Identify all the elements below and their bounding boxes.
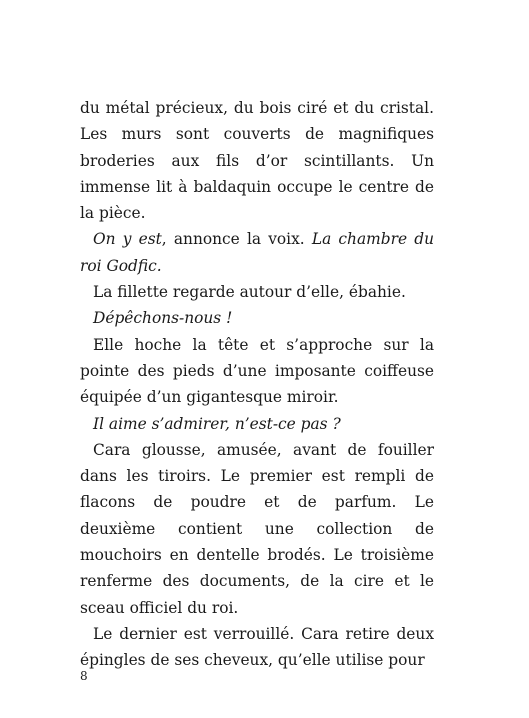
italic-voice-line: On y est <box>93 230 162 249</box>
paragraph-drawers: Cara glousse, amusée, avant de fouiller dans les tiroirs. Le premier est rempli de flacons de poudre et de parfum. Le deuxième contient une collection de mouchoirs en dentelle brodés. Le troisième renferme des documents, de la cire et le sceau officiel du roi. <box>80 440 434 617</box>
paragraph-room-description: du métal précieux, du bois ciré et du cristal. Les murs sont couverts de magnifiques broderies aux fils d’or scintillants. Un immense lit à baldaquin occupe le centre de la pièce. <box>80 99 434 223</box>
paragraph-locked-drawer: Le dernier est verrouillé. Cara retire deux épingles de ses cheveux, qu’elle utilise pour <box>80 624 434 670</box>
italic-thought: Il aime s’admirer, n’est-ce pas ? <box>93 414 341 433</box>
paragraph-approach-dresser: Elle hoche la tête et s’approche sur la pointe des pieds d’une imposante coiffeuse équipée d’un gigantesque miroir. <box>80 335 434 407</box>
paragraph-admire-thought <box>80 411 434 437</box>
page-body-text <box>80 95 434 674</box>
italic-room-name: La chambre du roi Godfic. <box>80 230 434 275</box>
paragraph-girl-looks-around: La fillette regarde autour d’elle, ébahie. <box>93 283 406 302</box>
dialogue-tag: , annonce la voix. <box>161 230 312 249</box>
italic-thought: Dépêchons-nous ! <box>93 309 233 328</box>
paragraph-voice-announcement <box>80 226 434 279</box>
paragraph-hurry-thought <box>80 305 434 331</box>
page-number: 8 <box>80 669 88 683</box>
